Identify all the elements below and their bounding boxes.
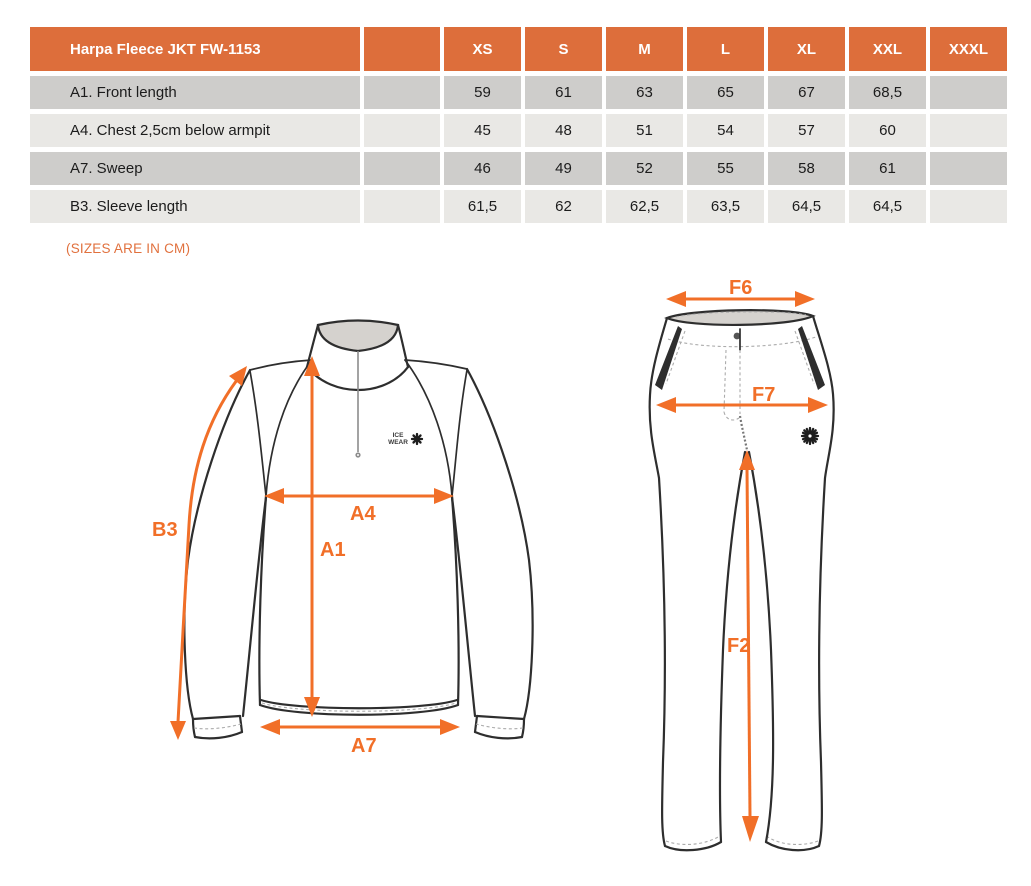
row-label: B3. Sleeve length: [30, 190, 360, 223]
table-row: [30, 76, 1007, 109]
jacket-hem: [260, 700, 458, 715]
size-value-cell: 51: [606, 114, 683, 147]
spacer-cell: [364, 114, 440, 147]
b3-arrow: [152, 366, 247, 740]
pants-outline: [650, 310, 834, 850]
size-column-header: S: [525, 27, 602, 71]
f7-label: F7: [752, 384, 776, 406]
snowflake-icon: [802, 428, 818, 444]
a1-arrow: [304, 356, 346, 717]
right-pocket: [798, 326, 825, 390]
pants-diagram: [620, 270, 850, 870]
spacer-cell: [364, 190, 440, 223]
size-column-header: XXXL: [930, 27, 1007, 71]
left-cuff: [193, 716, 242, 738]
right-cuff: [475, 716, 524, 738]
size-value-cell: [930, 152, 1007, 185]
row-label: A1. Front length: [30, 76, 360, 109]
f7-arrow: [656, 384, 828, 413]
size-value-cell: 64,5: [849, 190, 926, 223]
a4-label: A4: [350, 503, 376, 525]
size-value-cell: 65: [687, 76, 764, 109]
size-value-cell: [930, 190, 1007, 223]
size-value-cell: 48: [525, 114, 602, 147]
size-value-cell: 59: [444, 76, 521, 109]
a4-arrow: [264, 488, 454, 525]
size-value-cell: 60: [849, 114, 926, 147]
size-value-cell: 57: [768, 114, 845, 147]
f6-label: F6: [729, 277, 753, 299]
row-label: A7. Sweep: [30, 152, 360, 185]
product-title: Harpa Fleece JKT FW-1153: [30, 27, 360, 71]
f6-arrow: [666, 277, 815, 307]
pants-hems: [665, 837, 819, 850]
jacket-outline: [184, 321, 532, 739]
size-chart-table: [26, 22, 1011, 228]
f2-arrow: [727, 450, 759, 842]
a1-label: A1: [320, 539, 346, 561]
size-value-cell: 61: [849, 152, 926, 185]
size-value-cell: 62: [525, 190, 602, 223]
table-header-row: [30, 27, 1007, 71]
size-column-header: XS: [444, 27, 521, 71]
f2-label: F2: [727, 635, 751, 657]
svg-text:WEAR: WEAR: [388, 439, 408, 446]
size-value-cell: 54: [687, 114, 764, 147]
size-value-cell: 52: [606, 152, 683, 185]
sizes-in-cm-note: (SIZES ARE IN CM): [66, 241, 191, 256]
size-column-header: XXL: [849, 27, 926, 71]
table-row: [30, 152, 1007, 185]
collar-inner: [318, 321, 398, 352]
table-row: [30, 114, 1007, 147]
jacket-diagram: [130, 290, 580, 770]
header-spacer-cell: [364, 27, 440, 71]
row-label: A4. Chest 2,5cm below armpit: [30, 114, 360, 147]
size-value-cell: 63: [606, 76, 683, 109]
size-column-header: XL: [768, 27, 845, 71]
size-value-cell: 61,5: [444, 190, 521, 223]
size-value-cell: 61: [525, 76, 602, 109]
spacer-cell: [364, 76, 440, 109]
size-value-cell: 62,5: [606, 190, 683, 223]
size-value-cell: 64,5: [768, 190, 845, 223]
size-value-cell: 63,5: [687, 190, 764, 223]
icewear-logo: [388, 432, 422, 446]
spacer-cell: [364, 152, 440, 185]
left-pocket: [655, 326, 682, 390]
size-value-cell: [930, 76, 1007, 109]
table-row: [30, 190, 1007, 223]
a7-arrow: [260, 719, 460, 757]
waistband-stitch: [668, 337, 816, 347]
b3-label: B3: [152, 519, 178, 541]
size-value-cell: 67: [768, 76, 845, 109]
size-value-cell: 45: [444, 114, 521, 147]
size-value-cell: [930, 114, 1007, 147]
size-column-header: M: [606, 27, 683, 71]
size-value-cell: 46: [444, 152, 521, 185]
size-column-header: L: [687, 27, 764, 71]
size-value-cell: 68,5: [849, 76, 926, 109]
size-value-cell: 55: [687, 152, 764, 185]
a7-label: A7: [351, 735, 377, 757]
size-value-cell: 58: [768, 152, 845, 185]
logo-snowflake-icon: [412, 434, 422, 444]
size-value-cell: 49: [525, 152, 602, 185]
zipper-pull: [356, 453, 360, 457]
svg-text:ICE: ICE: [392, 432, 404, 439]
